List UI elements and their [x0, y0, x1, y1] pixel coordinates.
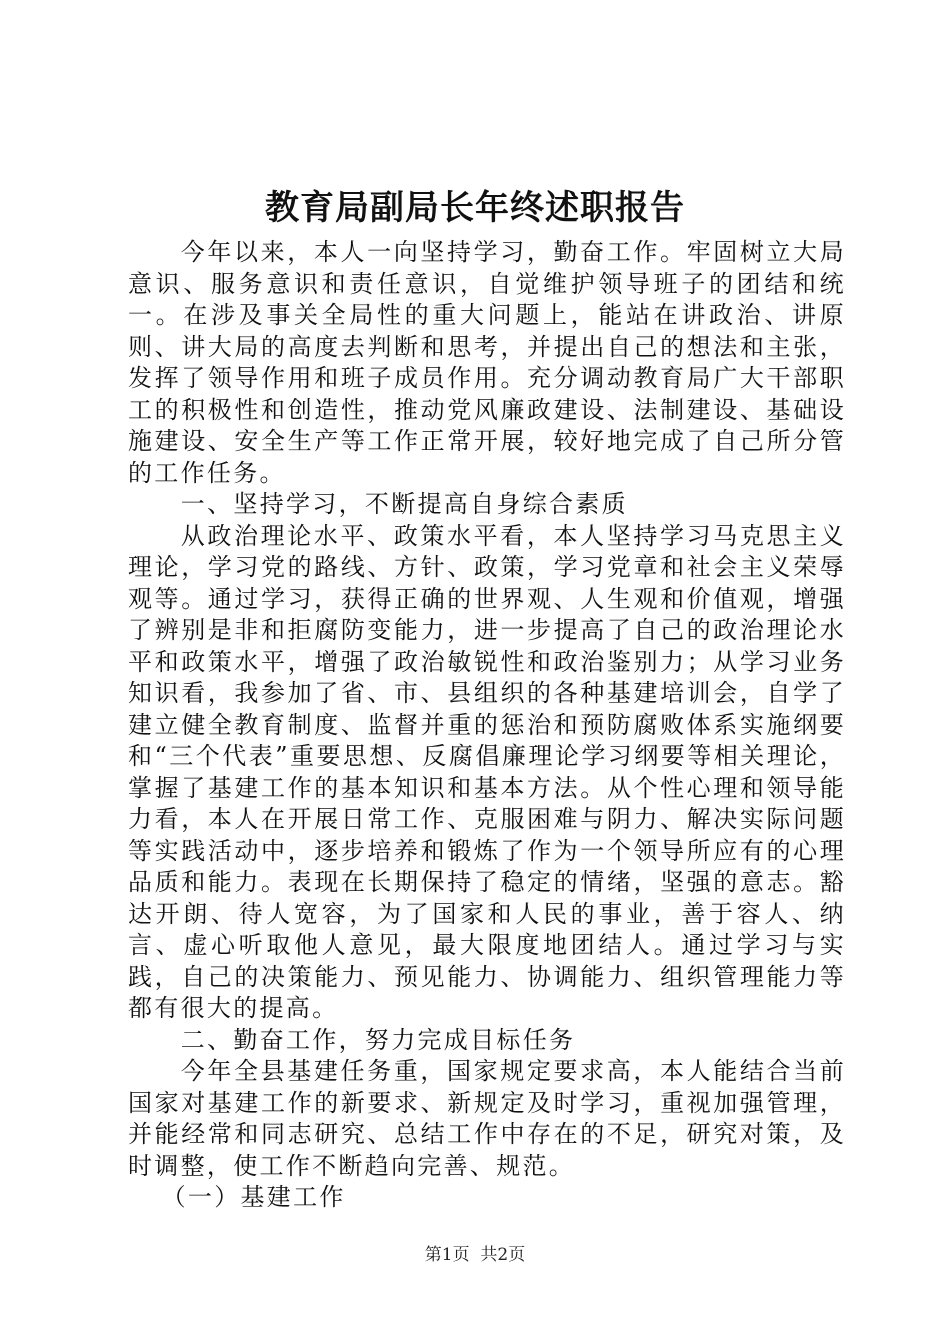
document-title: 教育局副局长年终述职报告 [265, 188, 685, 228]
document-body [128, 237, 846, 1214]
study-paragraph: 从政治理论水平、政策水平看，本人坚持学习马克思主义理论，学习党的路线、方针、政策，学习党章和社会主义荣辱观等。通过学习，获得正确的世界观、人生观和价值观，增强了辨别是非和拒腐防变能力，进一步提高了自己的政治理论水平和政策水平，增强了政治敏锐性和政治鉴别力；从学习业务知识看，我参加了省、市、县组织的各种基建培训会，自学了建立健全教育制度、监督并重的惩治和预防腐败体系实施纲要和“三个代表”重要思想、反腐倡廉理论学习纲要等相关理论，掌握了基建工作的基本知识和基本方法。从个性心理和领导能力看，本人在开展日常工作、克服困难与阴力、解决实际问题等实践活动中，逐步培养和锻炼了作为一个领导所应有的心理品质和能力。表现在长期保持了稳定的情绪，坚强的意志。豁达开朗、待人宽容，为了国家和人民的事业，善于容人、纳言、虚心听取他人意见，最大限度地团结人。通过学习与实践，自己的决策能力、预见能力、协调能力、组织管理能力等都有很大的提高。 [128, 521, 846, 1022]
intro-paragraph: 今年以来，本人一向坚持学习，勤奋工作。牢固树立大局意识、服务意识和责任意识，自觉维护领导班子的团结和统一。在涉及事关全局性的重大问题上，能站在讲政治、讲原则、讲大局的高度去判断和思考，并提出自己的想法和主张，发挥了领导作用和班子成员作用。充分调动教育局广大干部职工的积极性和创造性，推动党风廉政建设、法制建设、基础设施建设、安全生产等工作正常开展，较好地完成了自己所分管的工作任务。 [128, 238, 846, 487]
subsection-heading-1: （一）基建工作 [161, 1183, 346, 1211]
page-number-label: 第1页 共2页 [424, 1245, 526, 1265]
work-paragraph: 今年全县基建任务重，国家规定要求高，本人能结合当前国家对基建工作的新要求、新规定及时学习，重视加强管理，并能经常和同志研究、总结工作中存在的不足，研究对策，及时调整，使工作不断趋向完善、规范。 [128, 1057, 846, 1180]
page-footer [0, 1243, 950, 1267]
section-heading-1: 一、坚持学习，不断提高自身综合素质 [180, 490, 628, 518]
section-heading-2: 二、勤奋工作，努力完成目标任务 [180, 1025, 576, 1054]
